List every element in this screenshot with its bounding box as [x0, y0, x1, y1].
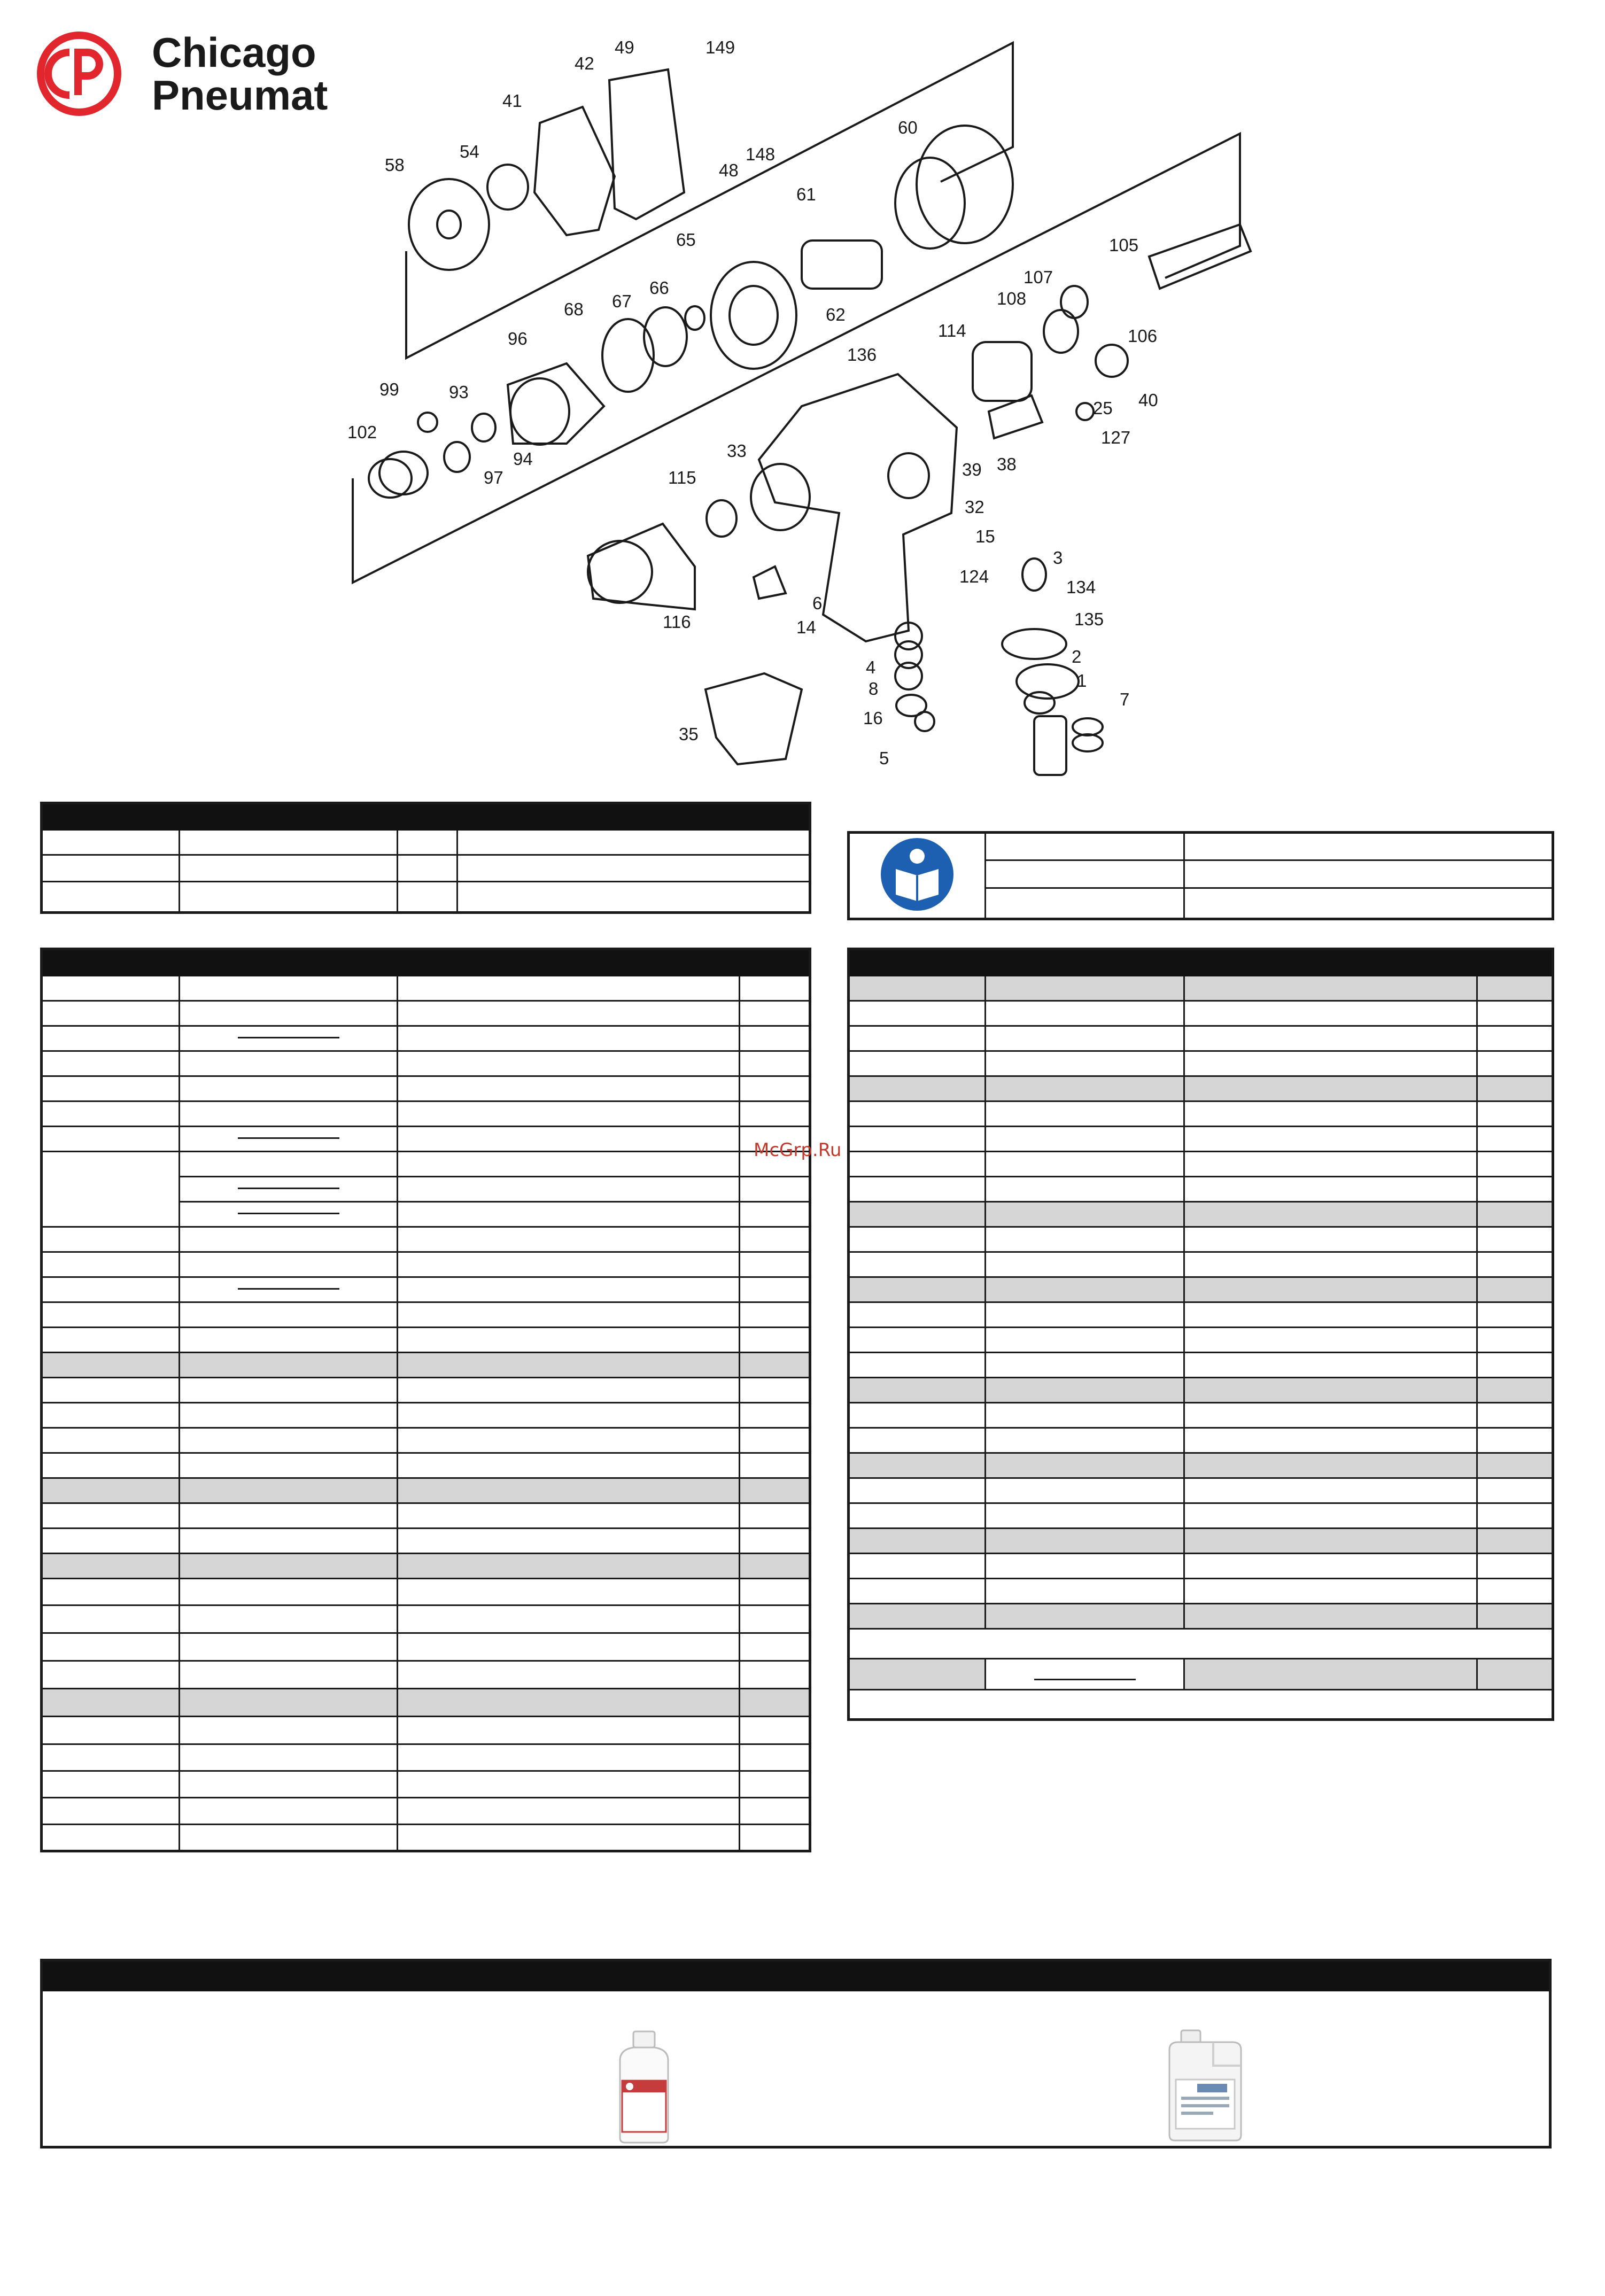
callout-49: 49: [615, 37, 634, 57]
callout-62: 62: [826, 305, 846, 324]
callout-4: 4: [866, 657, 876, 677]
callout-39: 39: [962, 460, 982, 479]
callout-136: 136: [847, 345, 877, 364]
exploded-parts-diagram: [0, 0, 1605, 802]
callout-15: 15: [975, 526, 995, 546]
callout-58: 58: [385, 155, 405, 175]
callout-40: 40: [1138, 390, 1158, 410]
callout-61: 61: [796, 184, 816, 204]
read-manual-icon: [880, 837, 955, 912]
callout-32: 32: [965, 497, 984, 517]
callout-115: 115: [668, 468, 696, 487]
callout-99: 99: [379, 379, 399, 399]
callout-93: 93: [449, 382, 469, 402]
oil-section: [40, 1959, 1552, 2148]
callout-68: 68: [564, 299, 584, 319]
callout-65: 65: [676, 230, 696, 250]
callout-2: 2: [1072, 647, 1082, 666]
callout-42: 42: [575, 53, 594, 73]
callout-33: 33: [727, 441, 747, 461]
callout-8: 8: [869, 679, 879, 699]
callout-14: 14: [796, 617, 816, 637]
brand-name-line1: Chicago: [152, 29, 316, 76]
callout-108: 108: [997, 289, 1027, 308]
callout-149: 149: [705, 37, 735, 57]
callout-116: 116: [663, 612, 691, 632]
watermark: McGrp.Ru: [754, 1139, 842, 1161]
callout-25: 25: [1093, 398, 1113, 418]
callout-5: 5: [879, 748, 889, 768]
callout-114: 114: [938, 321, 966, 340]
callout-107: 107: [1024, 267, 1053, 287]
spec-table-small: [40, 802, 811, 914]
oil-section-header: [43, 1961, 1549, 1991]
callout-97: 97: [484, 468, 503, 487]
callout-94: 94: [513, 449, 533, 469]
callout-127: 127: [1101, 428, 1131, 447]
callout-38: 38: [997, 454, 1017, 474]
callout-48: 48: [719, 160, 739, 180]
callout-6: 6: [812, 593, 823, 613]
parts-table-right: [847, 948, 1554, 1721]
callout-67: 67: [612, 291, 632, 311]
callout-1: 1: [1077, 671, 1087, 691]
callout-7: 7: [1120, 689, 1130, 709]
callout-35: 35: [679, 724, 699, 744]
manual-icon-cell: [849, 833, 986, 919]
callout-60: 60: [898, 118, 918, 137]
oil-bottle-icon: [609, 2028, 679, 2146]
callout-3: 3: [1053, 548, 1063, 568]
parts-table-left: [40, 948, 811, 1852]
callout-66: 66: [649, 278, 669, 298]
callout-148: 148: [746, 144, 776, 164]
callout-134: 134: [1066, 577, 1096, 597]
callout-41: 41: [502, 91, 522, 111]
brand-name-line2: Pneumat: [152, 72, 328, 119]
callout-135: 135: [1074, 609, 1104, 629]
callout-96: 96: [508, 329, 528, 348]
callout-105: 105: [1109, 235, 1139, 255]
callout-54: 54: [460, 142, 479, 161]
callout-106: 106: [1128, 326, 1158, 346]
manual-info-table: [847, 831, 1554, 920]
callout-16: 16: [863, 708, 883, 728]
callout-102: 102: [347, 422, 377, 442]
oil-jug-icon: [1165, 2028, 1245, 2143]
callout-124: 124: [959, 567, 989, 586]
